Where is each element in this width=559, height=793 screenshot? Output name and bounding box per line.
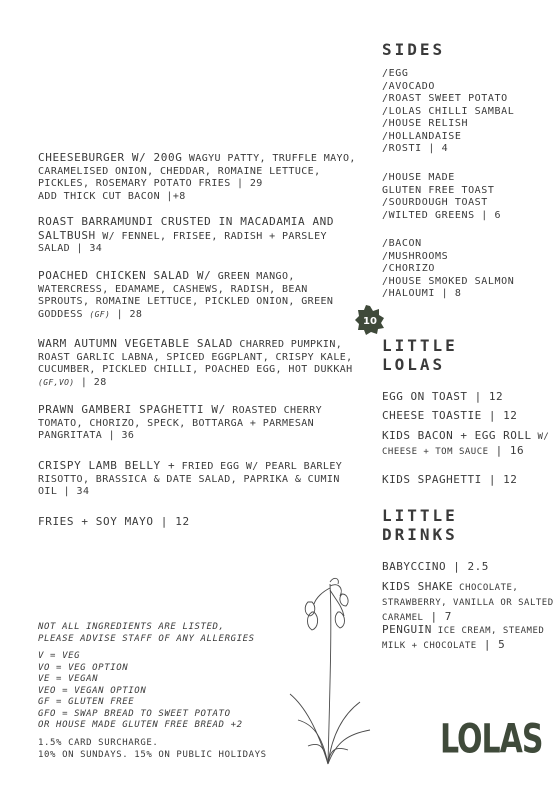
legend-line: VE = VEGAN <box>38 674 99 684</box>
dietary-legend <box>38 651 328 732</box>
notice-line: PLEASE ADVISE STAFF OF ANY ALLERGIES <box>38 633 255 644</box>
little-drinks-heading <box>382 506 458 544</box>
heading-line: LITTLE <box>382 336 458 355</box>
item-desc: W/ CHEESE + TOM SAUCE <box>382 432 550 457</box>
item-desc: ROASTED CHERRY TOMATO, CHORIZO, SPECK, BOTTARGA + PARMESAN PANGRITATA | 36 <box>38 405 323 441</box>
kids-item-bacon-egg-roll <box>382 429 554 459</box>
drink-item-penguin <box>382 623 554 653</box>
side-item: /HOLLANDAISE <box>382 130 462 142</box>
surcharge-notice <box>38 738 328 761</box>
side-item: /HALOUMI | 8 <box>382 288 462 299</box>
sides-group-8 <box>382 238 552 301</box>
side-item: /EGG <box>382 68 409 79</box>
item-desc: ICE CREAM, STEAMED MILK + CHOCOLATE <box>382 626 545 651</box>
heading-line: LOLAS <box>382 355 446 374</box>
item-price: | 28 <box>74 376 107 388</box>
side-item: /SOURDOUGH TOAST <box>382 197 488 208</box>
surcharge-line: 1.5% CARD SURCHARGE. <box>38 738 159 748</box>
side-item: /HOUSE RELISH <box>382 118 469 129</box>
heading-line: LITTLE <box>382 506 458 525</box>
anniversary-badge-icon <box>355 305 385 335</box>
item-desc: WAGYU PATTY, TRUFFLE MAYO, CARAMELISED ONION, CHEDDAR, ROMAINE LETTUCE, PICKLES, ROSEMARY POTATO FRIES | 29 <box>38 153 356 189</box>
kids-item-spaghetti <box>382 473 554 486</box>
item-name: PRAWN GAMBERI SPAGHETTI W/ <box>38 403 226 416</box>
item-diet-note: (GF,VO) <box>38 377 75 387</box>
notice-line: NOT ALL INGREDIENTS ARE LISTED, <box>38 622 225 632</box>
item-desc: W/ FENNEL, FRISEE, RADISH + PARSLEY SALAD | 34 <box>38 230 327 254</box>
item-diet-note: (GF) <box>89 309 111 319</box>
legend-line: GF = GLUTEN FREE <box>38 697 135 707</box>
item-price: | 28 <box>110 308 143 320</box>
item-name: KIDS BACON + EGG ROLL <box>382 429 532 442</box>
item-text: BABYCCINO | 2.5 <box>382 560 489 573</box>
item-name: PENGUIN <box>382 623 432 636</box>
item-price: | 7 <box>423 610 452 623</box>
menu-item-cheeseburger <box>38 152 356 203</box>
sides-group-4 <box>382 68 552 156</box>
legend-line: V = VEG <box>38 651 81 661</box>
side-item: /MUSHROOMS <box>382 250 449 262</box>
item-desc: CHOCOLATE, STRAWBERRY, VANILLA OR SALTED CARAMEL <box>382 583 554 623</box>
item-price: | 5 <box>476 638 506 651</box>
sides-group-6 <box>382 172 552 222</box>
side-item: /WILTED GREENS | 6 <box>382 209 502 221</box>
side-item: /BACON <box>382 238 422 249</box>
heading-line: DRINKS <box>382 525 458 544</box>
badge-text: 10 <box>363 316 377 327</box>
surcharge-line: 10% ON SUNDAYS. 15% ON PUBLIC HOLIDAYS <box>38 749 267 760</box>
menu-item-vegetable-salad <box>38 338 356 389</box>
item-name: POACHED CHICKEN SALAD W/ <box>38 269 212 282</box>
item-desc: FRIED EGG W/ PEARL BARLEY RISOTTO, BRASSICA & DATE SALAD, PAPRIKA & CUMIN OIL | 34 <box>38 461 343 497</box>
drink-item-kids-shake <box>382 580 554 625</box>
little-lolas-heading <box>382 336 458 374</box>
item-text: EGG ON TOAST | 12 <box>382 390 504 403</box>
item-name: FRIES + SOY MAYO | 12 <box>38 515 190 528</box>
legend-line: GFO = SWAP BREAD TO SWEET POTATO <box>38 708 231 719</box>
legend-line: OR HOUSE MADE GLUTEN FREE BREAD +2 <box>38 720 243 730</box>
sides-heading: SIDES <box>382 40 446 59</box>
item-price: | 16 <box>488 444 525 457</box>
drink-item-babyccino <box>382 560 554 573</box>
side-item: /CHORIZO <box>382 263 435 274</box>
side-item: /LOLAS CHILLI SAMBAL <box>382 105 515 117</box>
item-name: WARM AUTUMN VEGETABLE SALAD <box>38 337 234 350</box>
allergy-notice <box>38 622 328 645</box>
side-item: /HOUSE MADE <box>382 172 455 183</box>
item-desc: CHARRED PUMPKIN, ROAST GARLIC LABNA, SPICED EGGPLANT, CRISPY KALE, CUCUMBER, PICKLED CHILLI, POACHED EGG, HOT DUKKAH <box>38 339 353 375</box>
menu-item-fries <box>38 516 356 530</box>
side-item: /HOUSE SMOKED SALMON <box>382 275 515 287</box>
menu-item-lamb-belly <box>38 460 356 499</box>
item-extra: ADD THICK CUT BACON |+8 <box>38 190 186 202</box>
item-text: CHEESE TOASTIE | 12 <box>382 409 518 422</box>
kids-item-egg-on-toast <box>382 390 554 403</box>
item-name: CHEESEBURGER W/ 200G <box>38 151 183 164</box>
side-item: /ROAST SWEET POTATO <box>382 93 508 104</box>
item-text: KIDS SPAGHETTI | 12 <box>382 473 518 486</box>
legend-line: VEO = VEGAN OPTION <box>38 685 147 696</box>
side-item: GLUTEN FREE TOAST <box>382 184 495 196</box>
lolas-logo: LOLAS <box>440 716 543 764</box>
item-desc: GREEN MANGO, WATERCRESS, EDAMAME, CASHEWS, RADISH, BEAN SPROUTS, ROMAINE LETTUCE, PICKLED ONION, GREEN GODDESS <box>38 271 334 320</box>
menu-item-spaghetti <box>38 404 356 443</box>
menu-item-barramundi <box>38 216 356 256</box>
menu-item-chicken-salad <box>38 270 356 321</box>
item-name: KIDS SHAKE <box>382 580 454 593</box>
side-item: /AVOCADO <box>382 80 435 92</box>
kids-item-cheese-toastie <box>382 409 554 422</box>
legend-line: VO = VEG OPTION <box>38 662 129 673</box>
item-name: ROAST BARRAMUNDI CRUSTED IN MACADAMIA AND SALTBUSH <box>38 215 335 242</box>
item-name: CRISPY LAMB BELLY + <box>38 459 176 472</box>
side-item: /ROSTI | 4 <box>382 143 449 154</box>
